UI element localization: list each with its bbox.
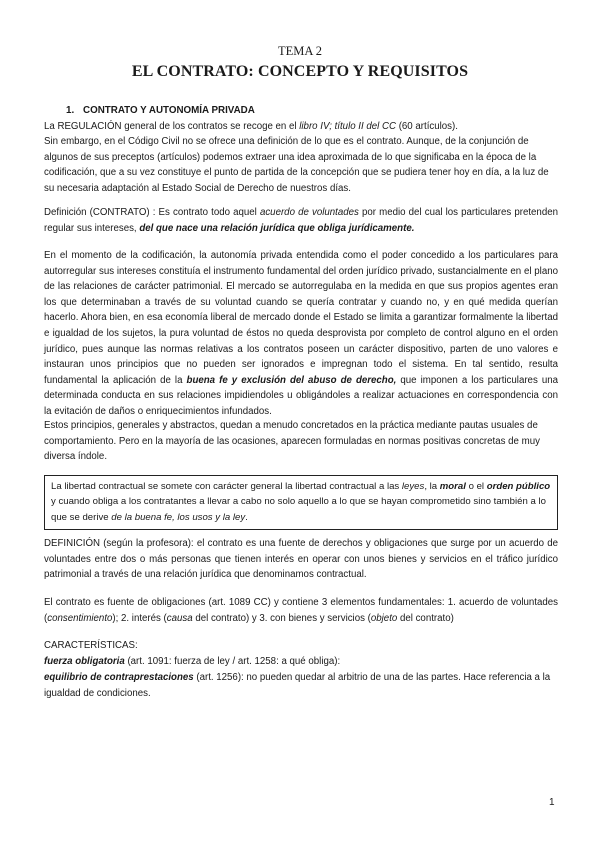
section-heading [66, 105, 255, 116]
text-run: ); 2. interés ( [112, 612, 167, 624]
emphasis-text: acuerdo de voluntades [259, 207, 359, 218]
text-run: En el momento de la codificación, la autonomía privada entendida como el poder concedido a los particulares para autorregular sus intereses constituía el instrumento fundamental del orden jurídico privado, sustancialmente en el plano de las relaciones de carácter patrimonial. El mercado se autorregulaba en la medida en que sus propios agentes eran los que determinaban a través de su voluntad cuando se quería contratar y cuando no, y en qué medida querían hacerlo. Ahora bien, en esa economía liberal de mercado donde el Estado se limita a garantizar formalmente la libertad e igualdad de los sujetos, la pura voluntad de éstos no queda desprovista por completo de control alguno en el orden jurídico, pues aunque las normas relativas a los contratos poseen un carácter dispositivo, parten de uno valores e instauran unos principios que no pueden ser ignorados e impregnan todo el sistema. En tal sentido, resulta fundamental la aplicación de la [44, 250, 558, 386]
text-run: y cuando obliga a los contratantes a llevar a cabo no solo aquello a lo que se hayan comprometido sino también a lo que se derive [51, 496, 546, 523]
intro-paragraph: Sin embargo, en el Código Civil no se ofrece una definición de lo que es el contrato. Aunque, de la conjunción de algunos de sus preceptos (artículos) podemos extraer una idea aproximada de lo que significaba en la época de la codificación, que a su vez constituye el punto de partida de la concepción que se pudiera tener hoy en día, a la luz de su necesaria adaptación al Estado Social de Derecho de nuestros días. [44, 136, 549, 194]
emphasis-text: causa [166, 612, 193, 624]
text-run: del contrato) y 3. con bienes y servicios ( [192, 612, 371, 624]
text-run: . [245, 511, 248, 523]
text-run: El contrato es fuente de obligaciones (art. 1089 CC) y contiene 3 elementos fundamentales: 1. acuerdo de voluntades ( [44, 597, 558, 624]
emphasis-text: consentimiento [47, 612, 113, 624]
codification-paragraph [44, 248, 558, 420]
text-run: (60 artículos). [396, 121, 458, 132]
regulation-term: REGULACIÓN [57, 121, 122, 132]
section-number: 1. [66, 105, 75, 116]
obligations-paragraph [44, 595, 558, 626]
text-run: (art. 1256): no pueden quedar al arbitrio de una de las partes. Hace referencia a la igualdad de condiciones. [44, 672, 551, 699]
section-title: CONTRATO Y AUTONOMÍA PRIVADA [83, 105, 255, 116]
page-title: EL CONTRATO: CONCEPTO Y REQUISITOS [131, 63, 469, 80]
emphasis-text: del que nace una relación jurídica que obliga jurídicamente. [139, 222, 415, 234]
text-run: La [44, 121, 58, 132]
emphasis-text: de la buena fe, los usos y la ley [111, 511, 246, 523]
text-run: por medio del cual los particulares pretenden regular sus intereses, [44, 207, 558, 234]
text-run: , la [424, 481, 440, 492]
text-run: general de los contratos se recoge en el [121, 121, 300, 132]
characteristics-heading: CARACTERÍSTICAS: [44, 640, 138, 651]
text-run: (según la profesora): el contrato es una fuente de derechos y obligaciones que surge por un acuerdo de voluntades entre dos o más personas que tienen interés en operar con unos bienes y servicios en el tráfico jurídico patrimonial a través de una relación jurídica que denominamos contractual. [44, 538, 558, 581]
emphasis-text: objeto [370, 612, 398, 624]
legal-reference: libro IV; título II del CC [299, 121, 396, 132]
page-number: 1 [549, 797, 555, 808]
principles-paragraph: Estos principios, generales y abstractos, quedan a menudo concretados en la práctica mediante pautas usuales de comportamiento. Pero en la mayoría de las ocasiones, aparecen formuladas en normas positivas concretas de muy diversa índole. [44, 420, 540, 463]
text-run: : Es contrato todo aquel [149, 207, 260, 218]
definition-paragraph [44, 205, 558, 236]
characteristic-item [44, 670, 558, 701]
regulation-paragraph [44, 119, 558, 135]
emphasis-text: leyes [401, 481, 425, 492]
text-run: que imponen a los particulares una determinada conducta en sus relaciones impidiendoles u obligándoles a realizar actuaciones en correspondencia con la evitación de daños o enriquecimientos infundados. [44, 374, 559, 417]
topic-number: TEMA 2 [277, 44, 323, 58]
emphasis-text: buena fe y exclusión del abuso de derecho, [186, 374, 397, 386]
emphasis-text: moral [439, 481, 466, 492]
text-run: (art. 1091: fuerza de ley / art. 1258: a qué obliga): [124, 656, 341, 667]
characteristic-term: fuerza obligatoria [44, 656, 125, 667]
definition-label: DEFINICIÓN [44, 538, 100, 549]
text-run: La libertad contractual se somete con carácter general la libertad contractual a las [51, 481, 402, 492]
emphasis-text: orden público [486, 481, 551, 492]
contractual-freedom-box [44, 475, 558, 530]
characteristic-term: equilibrio de contraprestaciones [44, 672, 194, 683]
definition-label: Definición (CONTRATO) [44, 207, 150, 218]
characteristic-item [44, 654, 558, 670]
text-run: o el [465, 481, 487, 492]
text-run: del contrato) [397, 612, 454, 624]
professor-definition-paragraph [44, 536, 558, 583]
